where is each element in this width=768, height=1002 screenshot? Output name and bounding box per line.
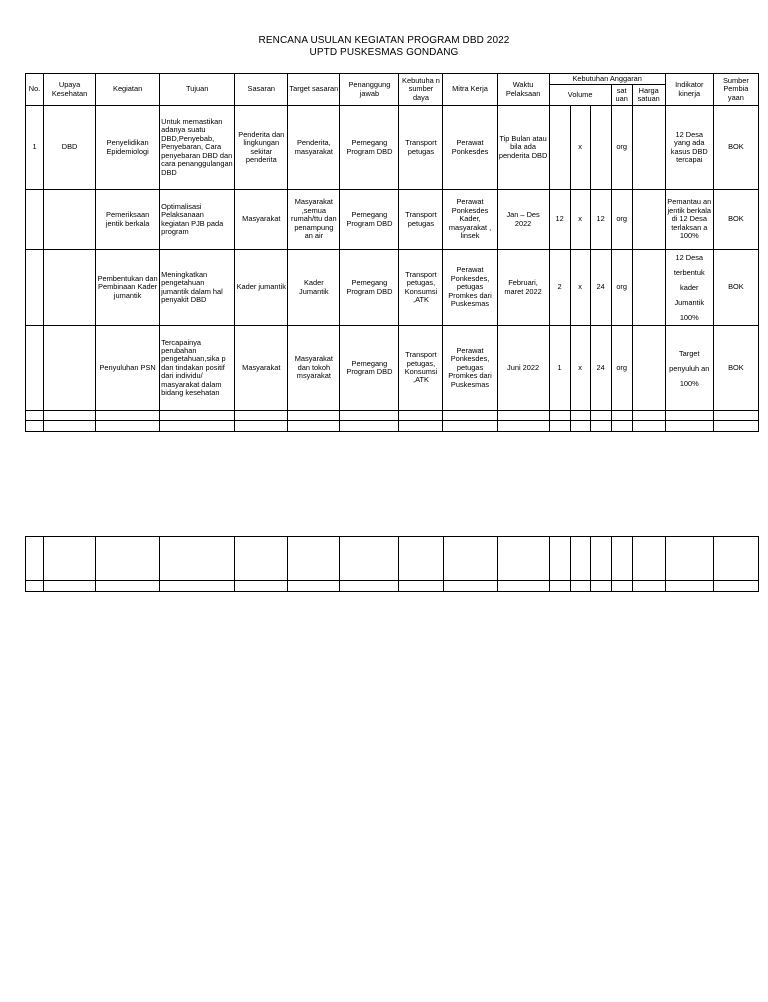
cell-penanggung: Pemegang Program DBD bbox=[340, 250, 399, 326]
cell-upaya: DBD bbox=[44, 106, 96, 190]
budget-plan-table bbox=[25, 73, 759, 432]
cell-kebutuhan-sumber: Transport petugas, Konsumsi ,ATK bbox=[399, 326, 443, 411]
cell-satuan: org bbox=[611, 106, 632, 190]
header-sumber-pembiayaan: Sumber Pembia yaan bbox=[713, 74, 758, 106]
cell-sasaran: Masyarakat bbox=[235, 326, 288, 411]
cell-waktu: Juni 2022 bbox=[497, 326, 549, 411]
cell-harga bbox=[632, 250, 665, 326]
cell-mitra: Perawat Ponkesdes, petugas Promkes dari Puskesmas bbox=[443, 250, 497, 326]
cell-mitra: Perawat Ponkesdes Kader, masyarakat , linsek bbox=[443, 190, 497, 250]
header-penanggung-jawab: Penanggung jawab bbox=[340, 74, 399, 106]
cell-mitra: Perawat Ponkesdes bbox=[443, 106, 497, 190]
header-no: No. bbox=[26, 74, 44, 106]
table-row bbox=[26, 190, 759, 250]
cell-indikator: 12 Desa terbentuk kader Jumantik 100% bbox=[665, 250, 713, 326]
header-mitra-kerja: Mitra Kerja bbox=[443, 74, 497, 106]
cell-sumber: BOK bbox=[713, 190, 758, 250]
cell-mitra: Perawat Ponkesdes, petugas Promkes dari Puskesmas bbox=[443, 326, 497, 411]
header-sasaran: Sasaran bbox=[235, 74, 288, 106]
cell-satuan: org bbox=[611, 190, 632, 250]
cell-indikator: Target penyuluh an 100% bbox=[665, 326, 713, 411]
cell-harga bbox=[632, 326, 665, 411]
document-title: RENCANA USULAN KEGIATAN PROGRAM DBD 2022 bbox=[258, 35, 510, 46]
cell-tujuan: Optimalisasi Pelaksanaan kegiatan PJB pada program bbox=[160, 190, 235, 250]
table-row bbox=[26, 106, 759, 190]
cell-satuan: org bbox=[611, 326, 632, 411]
cell-waktu: Tip Bulan atau bila ada penderita DBD bbox=[497, 106, 549, 190]
cell-harga bbox=[632, 106, 665, 190]
cell-no bbox=[26, 250, 44, 326]
cell-volume-a: 12 bbox=[549, 190, 570, 250]
cell-volume-x: x bbox=[570, 326, 590, 411]
document-subtitle: UPTD PUSKESMAS GONDANG bbox=[309, 47, 459, 58]
header-kegiatan: Kegiatan bbox=[96, 74, 160, 106]
cell-target: Masyarakat ,semua rumah/ttu dan penampung an air bbox=[288, 190, 340, 250]
cell-indikator: 12 Desa yang ada kasus DBD tercapai bbox=[665, 106, 713, 190]
empty-row bbox=[26, 411, 759, 421]
header-kebutuhan-sumber-daya: Kebutuha n sumber daya bbox=[399, 74, 443, 106]
cell-upaya bbox=[44, 326, 96, 411]
cell-kegiatan: Penyelidikan Epidemiologi bbox=[96, 106, 160, 190]
empty-row bbox=[26, 581, 759, 592]
table-row bbox=[26, 250, 759, 326]
cell-tujuan: Meningkatkan pengetahuan jumantik dalam hal penyakit DBD bbox=[160, 250, 235, 326]
cell-sumber: BOK bbox=[713, 250, 758, 326]
cell-volume-x: x bbox=[570, 250, 590, 326]
cell-sumber: BOK bbox=[713, 106, 758, 190]
cell-volume-a: 1 bbox=[549, 326, 570, 411]
cell-kegiatan: Pemeriksaan jentik berkala bbox=[96, 190, 160, 250]
cell-sumber: BOK bbox=[713, 326, 758, 411]
cell-upaya bbox=[44, 190, 96, 250]
cell-volume-x: x bbox=[570, 190, 590, 250]
cell-kegiatan: Pembentukan dan Pembinaan Kader jumantik bbox=[96, 250, 160, 326]
cell-sasaran: Penderita dan lingkungan sekitar penderita bbox=[235, 106, 288, 190]
empty-row bbox=[26, 537, 759, 581]
header-kebutuhan-anggaran: Kebutuhan Anggaran bbox=[549, 74, 665, 85]
cell-volume-b: 24 bbox=[590, 326, 611, 411]
cell-upaya bbox=[44, 250, 96, 326]
cell-kebutuhan-sumber: Transport petugas, Konsumsi ,ATK bbox=[399, 250, 443, 326]
cell-target: Masyarakat dan tokoh msyarakat bbox=[288, 326, 340, 411]
cell-volume-x: x bbox=[570, 106, 590, 190]
cell-harga bbox=[632, 190, 665, 250]
header-target-sasaran: Target sasaran bbox=[288, 74, 340, 106]
cell-penanggung: Pemegang Program DBD bbox=[340, 190, 399, 250]
cell-waktu: Februari, maret 2022 bbox=[497, 250, 549, 326]
cell-kebutuhan-sumber: Transport petugas bbox=[399, 106, 443, 190]
cell-volume-b: 12 bbox=[590, 190, 611, 250]
header-satuan: sat uan bbox=[611, 85, 632, 106]
cell-kegiatan: Penyuluhan PSN bbox=[96, 326, 160, 411]
empty-row bbox=[26, 421, 759, 432]
header-indikator-kinerja: Indikator kinerja bbox=[665, 74, 713, 106]
cell-no bbox=[26, 326, 44, 411]
header-volume: Volume bbox=[549, 85, 611, 106]
blank-continuation-table bbox=[25, 536, 759, 592]
cell-penanggung: Pemegang Program DBD bbox=[340, 326, 399, 411]
cell-sasaran: Kader jumantik bbox=[235, 250, 288, 326]
header-row bbox=[26, 74, 759, 85]
cell-indikator: Pemantau an jentik berkala di 12 Desa terlaksan a 100% bbox=[665, 190, 713, 250]
header-upaya-kesehatan: Upaya Kesehatan bbox=[44, 74, 96, 106]
header-harga-satuan: Harga satuan bbox=[632, 85, 665, 106]
cell-satuan: org bbox=[611, 250, 632, 326]
cell-target: Penderita, masyarakat bbox=[288, 106, 340, 190]
cell-sasaran: Masyarakat bbox=[235, 190, 288, 250]
table-row bbox=[26, 326, 759, 411]
cell-waktu: Jan – Des 2022 bbox=[497, 190, 549, 250]
cell-volume-b: 24 bbox=[590, 250, 611, 326]
cell-volume-a: 2 bbox=[549, 250, 570, 326]
cell-kebutuhan-sumber: Transport petugas bbox=[399, 190, 443, 250]
cell-penanggung: Pemegang Program DBD bbox=[340, 106, 399, 190]
cell-volume-a bbox=[549, 106, 570, 190]
cell-tujuan: Tercapainya perubahan pengetahuan,sika p dan tindakan positif dari individu/ masyarakat dalam bidang kesehatan bbox=[160, 326, 235, 411]
cell-volume-b bbox=[590, 106, 611, 190]
cell-no bbox=[26, 190, 44, 250]
cell-tujuan: Untuk memastikan adanya suatu DBD,Penyebab, Penyebaran, Cara penyebaran DBD dan cara penanggulangan DBD bbox=[160, 106, 235, 190]
cell-target: Kader Jumantik bbox=[288, 250, 340, 326]
header-tujuan: Tujuan bbox=[160, 74, 235, 106]
cell-no: 1 bbox=[26, 106, 44, 190]
header-waktu-pelaksaan: Waktu Pelaksaan bbox=[497, 74, 549, 106]
